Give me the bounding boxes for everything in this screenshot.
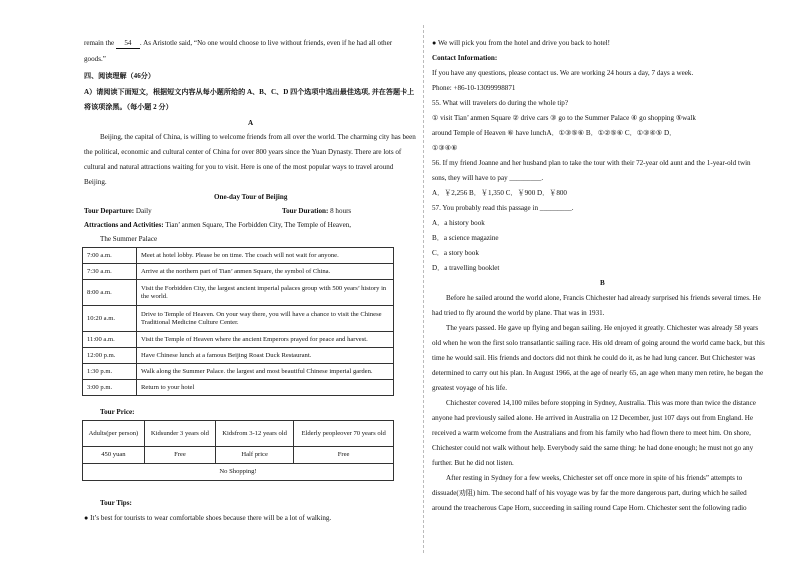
table-row: 1:30 p.m. Walk along the Summer Palace. the largest and most beautiful Chinese imperial garden. xyxy=(83,364,394,380)
question-57-option-c: C．a story book xyxy=(432,249,479,257)
column-divider xyxy=(423,25,424,553)
contact-title: Contact Information: xyxy=(432,54,498,62)
question-55-options: ①③④⑥ xyxy=(432,144,458,152)
passage-b-line: around the treacherous Cape Horn, succeeding in sailing round Cape Horn. Chichester sent the following radio xyxy=(432,504,747,512)
passage-b-line: dissuade(劝阻) him. The second half of his voyage was by far the more dangerous part, during which he sailed xyxy=(432,489,747,497)
contact-line-2: Phone: +86-10-13099998871 xyxy=(432,84,516,92)
passage-a-line: Beijing, the capital of China, is willing to welcome friends from all over the world. The charming city has been xyxy=(100,133,416,141)
passage-b-line: received a warm welcome from the Australians and from his family who had flown there to meet him. On shore, xyxy=(432,429,751,437)
table-row: 12:00 p.m. Have Chinese lunch at a famous Beijing Roast Duck Restaurant. xyxy=(83,348,394,364)
table-row: 8:00 a.m. Visit the Forbidden City, the largest ancient imperial palaces group with 500 years’ history in the world. xyxy=(83,280,394,306)
passage-b-line: old when he won the first solo transatlantic sailing race. His old dream of going around the world came back, but this xyxy=(432,339,765,347)
table-row: No Shopping! xyxy=(83,464,394,481)
table-row: 3:00 p.m. Return to your hotel xyxy=(83,380,394,396)
question-56-cont: sons, they will have to pay _________. xyxy=(432,174,544,182)
tour-title: One-day Tour of Beijing xyxy=(214,193,288,201)
passage-b-line: further. But he did not listen. xyxy=(432,459,514,467)
passage-a-line: cultural and natural attractions waiting for you to visit. Here is one of the most popular ways to travel around xyxy=(84,163,394,171)
tour-departure: Tour Departure: Daily xyxy=(84,207,152,215)
table-row: 10:20 a.m. Drive to Temple of Heaven. On your way there, you will have a chance to visit the Chinese Traditional Medicine Culture Center. xyxy=(83,306,394,332)
passage-b-line: determined to carry out his plan. In August 1966, at the age of nearly 65, an age when many men retire, he began the xyxy=(432,369,764,377)
bullet-icon: ● xyxy=(432,39,437,47)
schedule-table xyxy=(82,247,394,396)
tips-title: Tour Tips: xyxy=(100,499,132,507)
tour-attractions: Attractions and Activities: Tian’ anmen Square, The Forbidden City, The Temple of Heaven, xyxy=(84,221,352,229)
passage-b-line: greatest voyage of his life. xyxy=(432,384,508,392)
question-57-option-d: D．a travelling booklet xyxy=(432,264,500,272)
section-title: 四、阅读理解（46分） xyxy=(84,72,155,80)
table-row: 7:00 a.m. Meet at hotel lobby. Please be on time. The coach will not wait for anyone. xyxy=(83,248,394,264)
question-57: 57. You probably read this passage in _________. xyxy=(432,204,574,212)
instruction-line-1: A）请阅读下面短文，根据短文内容从每小题所给的 A、B、C、D 四个选项中选出最佳选项, 并在答题卡上 xyxy=(84,88,415,96)
passage-b-line: had tried to fly around the world by plane. That was in 1931. xyxy=(432,309,605,317)
passage-b-line: anyone had previously sailed alone. He arrived in Australia on 12 December, just 107 days out from England. He xyxy=(432,414,754,422)
question-56: 56. If my friend Joanne and her husband plan to take the tour with their 72-year old aunt and the 1-year-old twin xyxy=(432,159,751,167)
passage-b-line: Chichester covered 14,100 miles before stopping in Sydney, Australia. This was more than twice the distance xyxy=(446,399,756,407)
table-row: 450 yuan Free Half price Free xyxy=(83,447,394,464)
table-row: Adults(per person) Kidsunder 3 years old Kidsfrom 3-12 years old Elderly peopleover 70 years old xyxy=(83,421,394,447)
question-56-options: A．￥2,256 B．￥1,350 C．￥900 D．￥800 xyxy=(432,189,567,197)
tip-2: ● We will pick you from the hotel and drive you back to hotel! xyxy=(432,39,610,47)
question-55-options: around Temple of Heaven ⑥ have lunchA．①③⑤⑥ B．①②⑤⑥ C．①③④⑤ D． xyxy=(432,129,677,137)
bullet-icon: ● xyxy=(84,514,89,522)
table-row: 7:30 a.m. Arrive at the northern part of Tian’ anmen Square, the symbol of China. xyxy=(83,264,394,280)
tour-attractions-cont: The Summer Palace xyxy=(100,235,158,243)
question-57-option-a: A．a history book xyxy=(432,219,485,227)
tip-1: ● It’s best for tourists to wear comfortable shoes because there will be a lot of walking. xyxy=(84,514,332,522)
question-55: 55. What will travelers do during the whole tip? xyxy=(432,99,568,107)
passage-a-line: the political, economic and cultural center of China for over 800 years since the Yuan Dynasty. There are lots of xyxy=(84,148,402,156)
passage-b-line: Before he sailed around the world alone, Francis Chichester had already surprised his friends several times. He xyxy=(446,294,761,302)
passage-b-label: B xyxy=(600,279,605,287)
intro-line-1: remain the 54 . As Aristotle said, “No one would choose to live without friends, even if he had all other xyxy=(84,39,393,47)
intro-line-2: goods.” xyxy=(84,55,106,63)
price-table xyxy=(82,420,394,481)
passage-b-line: Chichester could not walk without help. Everybody said the same thing: he had done enough; he must not go any xyxy=(432,444,754,452)
passage-b-line: The years passed. He gave up flying and began sailing. He enjoyed it greatly. Chichester was already 58 years xyxy=(446,324,759,332)
table-row: 11:00 a.m. Visit the Temple of Heaven where the ancient Emperors prayed for peace and harvest. xyxy=(83,332,394,348)
question-57-option-b: B．a science magazine xyxy=(432,234,499,242)
passage-a-line: Beijing. xyxy=(84,178,107,186)
price-title: Tour Price: xyxy=(100,408,135,416)
question-55-options: ① visit Tian’ anmen Square ② drive cars ③ go to the Summer Palace ④ go shopping ⑤walk xyxy=(432,114,696,122)
passage-a-label: A xyxy=(248,119,254,127)
contact-line-1: If you have any questions, please contact us. We are working 24 hours a day, 7 days a week. xyxy=(432,69,694,77)
passage-b-line: time he would sail. His friends and doctors did not think he could do it, as he had lung cancer. But Chichester was xyxy=(432,354,756,362)
instruction-line-2: 将该项涂黑。（每小题 2 分） xyxy=(84,103,173,111)
tour-duration: Tour Duration: 8 hours xyxy=(282,207,352,215)
passage-b-line: After resting in Sydney for a few weeks, Chichester set off once more in spite of his friends” attempts to xyxy=(446,474,743,482)
blank-54: 54 xyxy=(116,39,140,49)
